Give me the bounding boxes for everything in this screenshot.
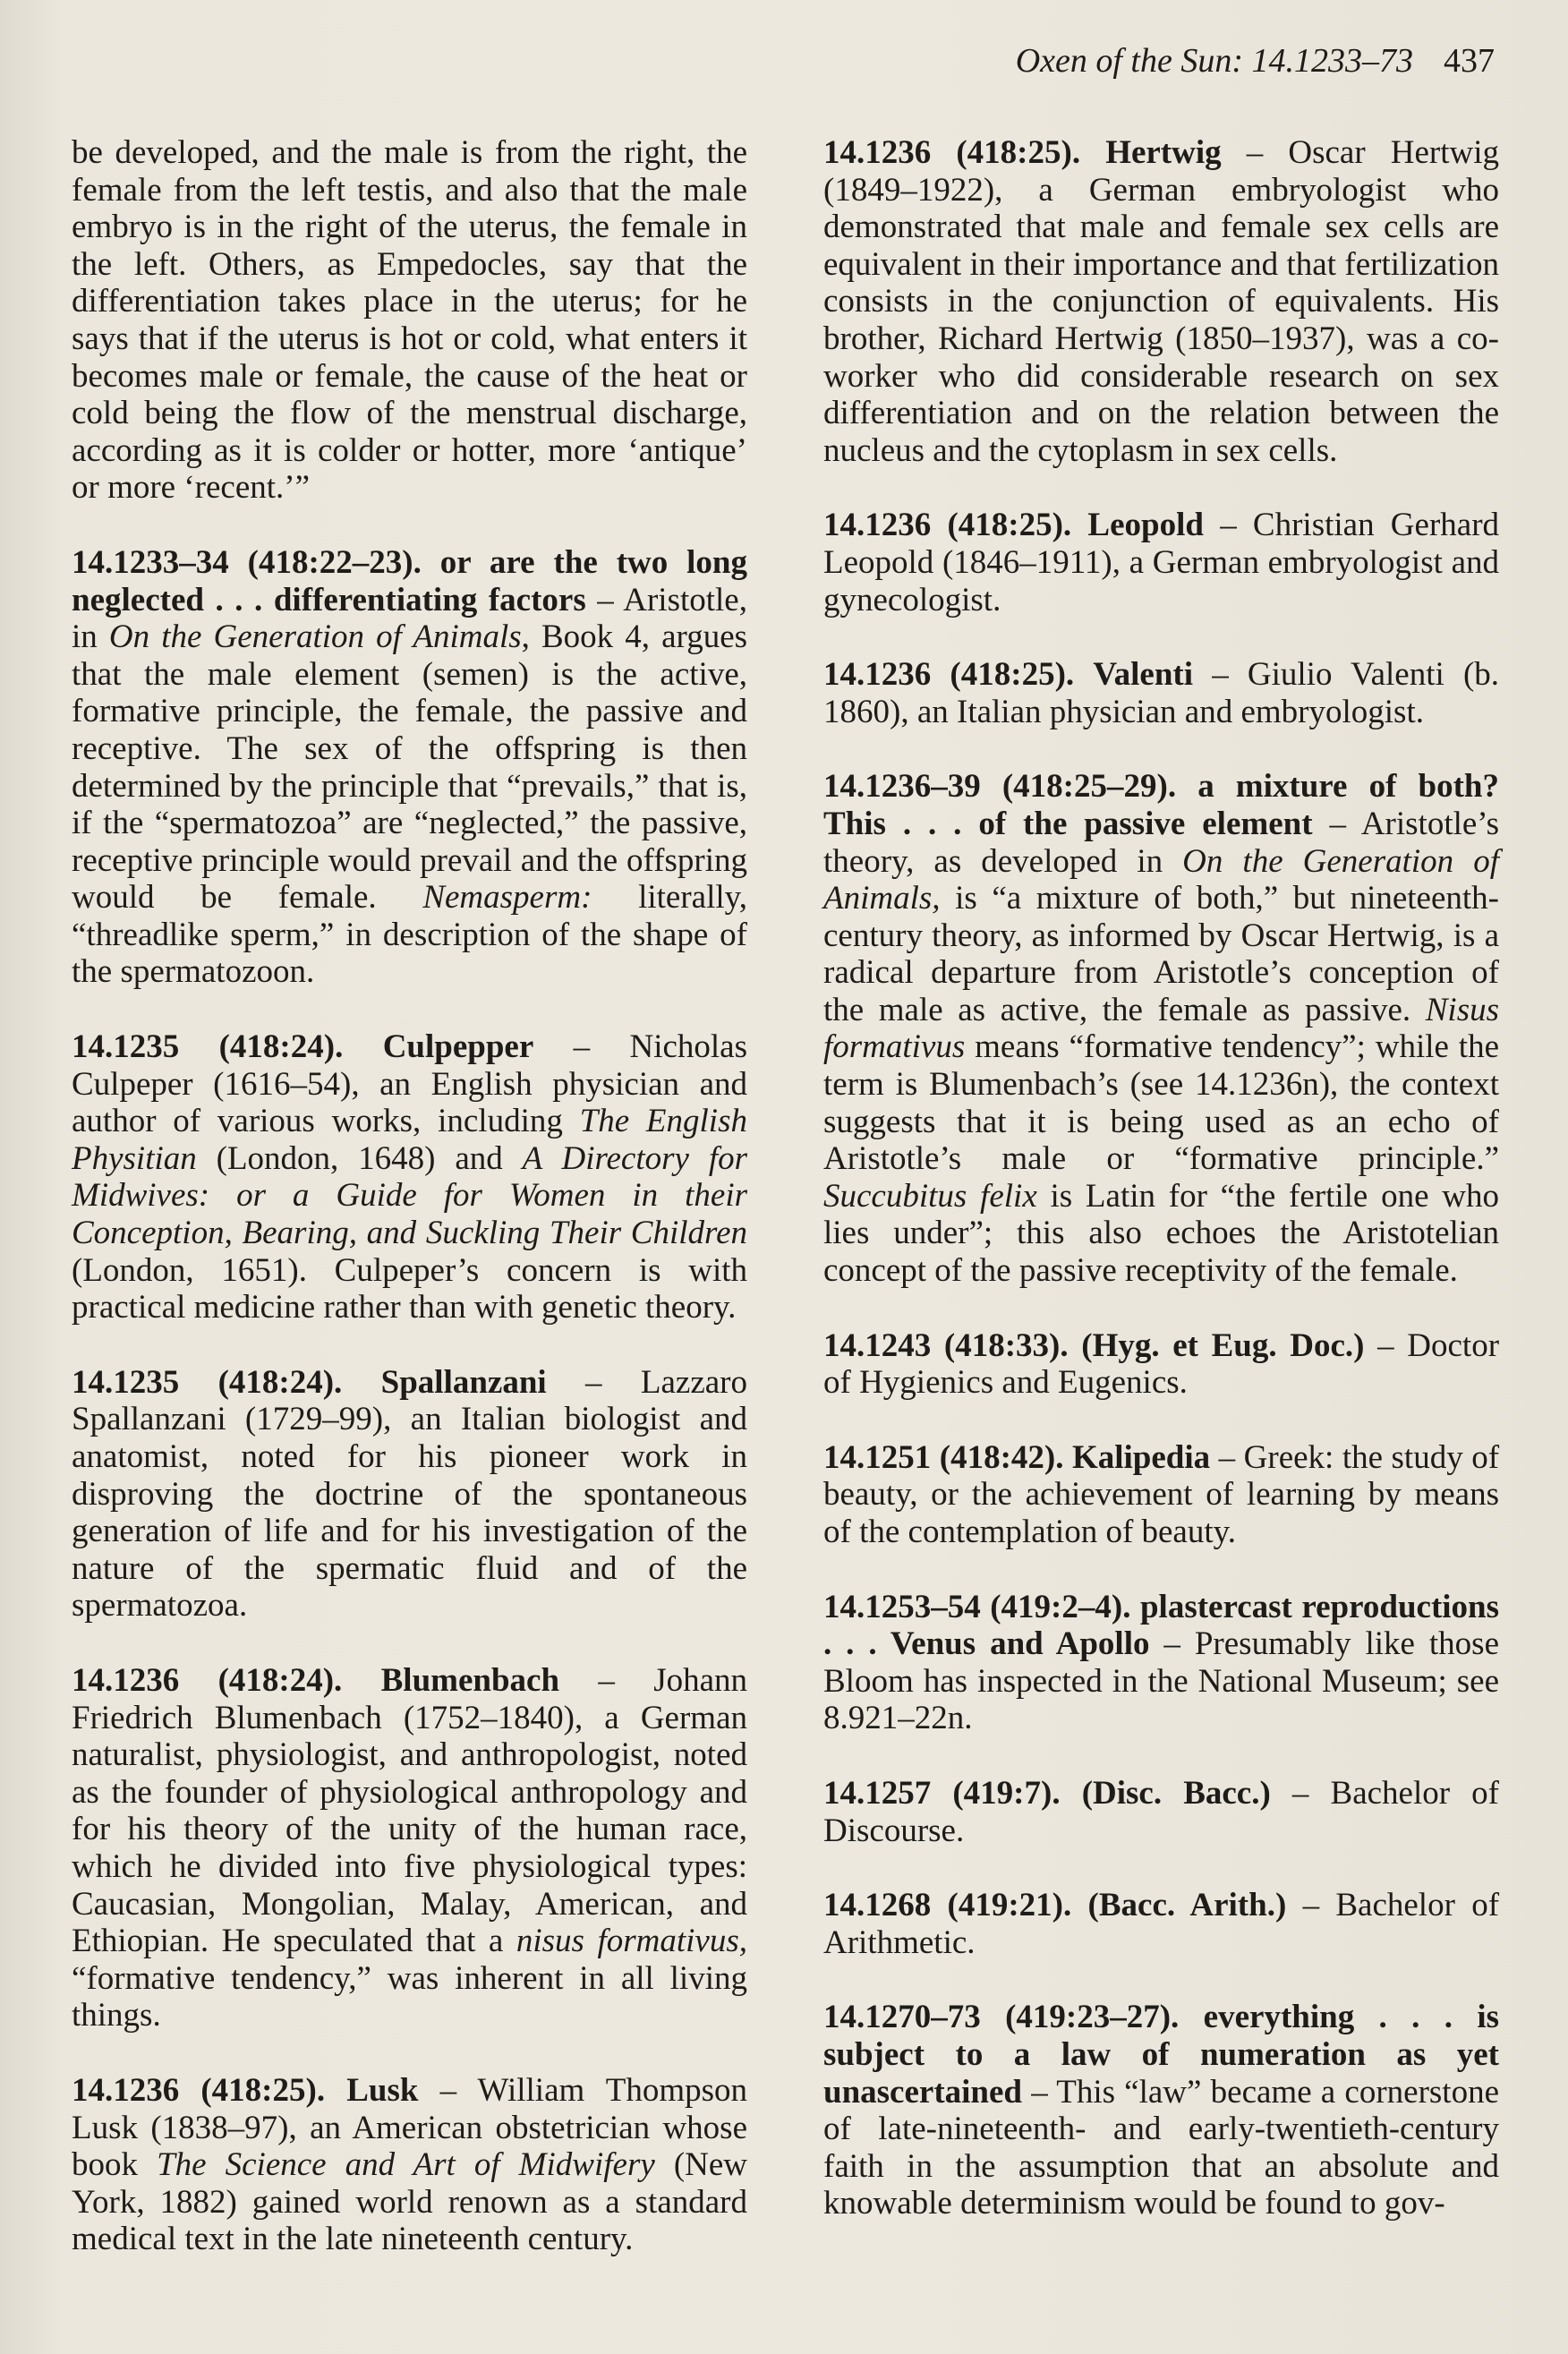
gloss-text: (New York, 1882) gained world renown as a standard medical text in the late nineteenth century. (72, 2146, 748, 2258)
gloss-text: Bachelor of Discourse. (823, 1774, 1499, 1849)
entry-lemma: plastercast reproductions . . . Venus and Apollo (823, 1588, 1500, 1663)
annotation-entry (72, 2072, 747, 2258)
gloss-text: Nicholas Culpeper (1616–54), an English physician and author of various works, including (72, 1028, 748, 1140)
entry-reference: 14.1253–54 (419:2–4). (823, 1588, 1131, 1625)
left-column (72, 134, 747, 2296)
entry-reference: 14.1236 (418:24). (72, 1661, 343, 1699)
gloss-text: Bachelor of Arithmetic. (823, 1887, 1500, 1961)
gloss-text: Christian Gerhard Leopold (1846–1911), a German embryologist and gynecologist. (823, 507, 1500, 618)
annotation-entry (823, 1887, 1499, 1961)
entry-reference: 14.1270–73 (419:23–27). (823, 1999, 1180, 2036)
annotation-entry (72, 1662, 747, 2034)
gloss-text: (London, 1651). Culpeper’s concern is with practical medicine rather than with genetic theory. (72, 1251, 747, 1326)
annotation-paragraph: 14.1236 (418:24). Blumenbach – Johann Friedrich Blumenbach (1752–1840), a German naturalist, physiologist, and anthropologist, noted as the founder of physiological anthropology and for his theory of the unity of the human race, which he divided into five physiological types: Caucasian, Mongolian, Malay, American, and Ethiopian. He speculated that a nisus formativus, “formative tendency,” was inherent in all living things. (72, 1661, 748, 2034)
italic-title: nisus formativus, (516, 1923, 747, 1960)
italic-title: On the Generation of Animals (108, 618, 522, 656)
gloss-text: literally, “threadlike sperm,” in description of the shape of the spermatozoon. (72, 879, 747, 991)
gloss-text: is “a mixture of both,” but nineteenth-century theory, as informed by Oscar Hertwig, is a radical departure from Aristotle’s conception of the male as active, the female as passive. (823, 880, 1499, 1028)
annotation-entry (823, 1999, 1499, 2222)
gloss-text: (London, 1648) and (196, 1139, 523, 1177)
entry-reference: 14.1236 (418:25). (823, 656, 1075, 694)
entry-lemma: Valenti (1093, 656, 1194, 694)
gloss-text: William Thompson Lusk (1838–97), an American obstetrician whose book (72, 2071, 748, 2184)
running-title: Oxen of the Sun: 14.1233–73 (1015, 42, 1413, 80)
entry-lemma: Culpepper (382, 1028, 534, 1066)
gloss-text: Doctor of Hygienics and Eugenics. (823, 1326, 1500, 1402)
italic-title: A Directory for Midwives: or a Guide for Women in their Conception, Bearing, and Suckling Their Children (72, 1139, 747, 1252)
annotation-entry (823, 1775, 1499, 1849)
gloss-text: Presumably like those Bloom has inspected in the National Museum; see 8.921–22n. (823, 1625, 1499, 1737)
annotation-paragraph: 14.1236 (418:25). Leopold – Christian Gerhard Leopold (1846–1911), a German embryologist and gynecologist. (823, 507, 1500, 618)
entry-reference: 14.1236 (418:25). (72, 2071, 326, 2109)
annotation-entry (72, 544, 747, 991)
italic-title: On the Generation of Animals, (823, 842, 1499, 917)
right-entries (823, 134, 1499, 2222)
entry-lemma: (Disc. Bacc.) (1081, 1774, 1271, 1812)
entry-lemma: everything . . . is subject to a law of numeration as yet unascertained (823, 1999, 1500, 2111)
annotation-paragraph: 14.1236–39 (418:25–29). a mixture of both? This . . . of the passive element – Aristotle’s theory, as developed in On the Generation of Animals, is “a mixture of both,” but nineteenth-century theory, as informed by Oscar Hertwig, is a radical departure from Aristotle’s conception of the male as active, the female as passive. Nisus formativus means “formative tendency”; while the term is Blumenbach’s (see 14.1236n), the context suggests that it is being used as an echo of Aristotle’s male or “formative principle.” Succubitus felix is Latin for “the fertile one who lies under”; this also echoes the Aristotelian concept of the passive receptivity of the female. (823, 768, 1499, 1290)
continuation-paragraph (72, 134, 747, 507)
gloss-text: is Latin for “the fertile one who lies under”; this also echoes the Aristotelian concept of the passive receptivity of the female. (823, 1177, 1499, 1290)
entry-reference: 14.1257 (419:7). (823, 1774, 1061, 1812)
entry-lemma: Lusk (346, 2071, 419, 2109)
entry-lemma: or are the two long neglected . . . differentiating factors (72, 543, 748, 618)
annotation-paragraph: 14.1235 (418:24). Culpepper – Nicholas Culpeper (1616–54), an English physician and author of various works, including The English Physitian (London, 1648) and A Directory for Midwives: or a Guide for Women in their Conception, Bearing, and Suckling Their Children (London, 1651). Culpeper’s concern is with practical medicine rather than with genetic theory. (72, 1028, 748, 1326)
italic-title: The Science and Art of Midwifery (157, 2146, 655, 2184)
entry-reference: 14.1233–34 (418:22–23). (72, 543, 422, 581)
entry-reference: 14.1243 (418:33). (823, 1326, 1069, 1364)
entry-reference: 14.1235 (418:24). (72, 1028, 344, 1066)
entry-lemma: Spallanzani (380, 1363, 547, 1401)
annotation-entry (823, 507, 1499, 618)
italic-title: Nemasperm: (422, 879, 592, 917)
annotation-entry (823, 1439, 1499, 1551)
gloss-text: Oscar Hertwig (1849–1922), a German embryologist who demonstrated that male and female sex cells are equivalent in their importance and that fertilization consists in the conjunction of equivalents. His brother, Richard Hertwig (1850–1937), was a co-worker who did considerable research on sex differentiation and on the relation between the nucleus and the cytoplasm in sex cells. (823, 134, 1499, 469)
entry-lemma: Hertwig (1105, 134, 1222, 171)
gloss-text: Aristotle, in (72, 581, 747, 656)
annotation-entry (72, 1028, 747, 1326)
annotation-paragraph: 14.1257 (419:7). (Disc. Bacc.) – Bachelor of Discourse. (823, 1774, 1499, 1849)
annotation-entry (823, 134, 1499, 469)
annotation-paragraph: 14.1251 (418:42). Kalipedia – Greek: the study of beauty, or the achievement of learning by means of the contemplation of beauty. (823, 1438, 1500, 1550)
entry-reference: 14.1236 (418:25). (823, 507, 1072, 544)
annotation-paragraph: 14.1236 (418:25). Lusk – William Thompson Lusk (1838–97), an American obstetrician whose book The Science and Art of Midwifery (New York, 1882) gained world renown as a standard medical text in the late nineteenth century. (72, 2071, 748, 2258)
left-entries (72, 544, 747, 2258)
annotation-entry (823, 656, 1499, 730)
gloss-text: means “formative tendency”; while the term is Blumenbach’s (see 14.1236n), the context suggests that it is being used as an echo of Aristotle’s male or “formative principle.” (823, 1028, 1499, 1178)
continuation-text: be developed, and the male is from the right, the female from the left testis, and also that the male embryo is in the right of the uterus, the female in the left. Others, as Empedocles, say that the differentiation takes place in the uterus; for he says that if the uterus is hot or cold, what enters it becomes male or female, the cause of the heat or cold being the flow of the menstrual discharge, according as it is colder or hotter, more ‘antique’ or more ‘recent.’” (72, 134, 747, 507)
entry-lemma: Kalipedia (1071, 1438, 1211, 1476)
gloss-text: , Book 4, argues that the male element (semen) is the active, formative principle, the female, the passive and receptive. The sex of the offspring is then determined by the principle that “prevails,” that is, if the “spermatozoa” are “neglected,” the passive, receptive principle would prevail and the offspring would be female. (72, 618, 748, 917)
annotation-paragraph: 14.1236 (418:25). Hertwig – Oscar Hertwig (1849–1922), a German embryologist who demonstrated that male and female sex cells are equivalent in their importance and that fertilization consists in the conjunction of equivalents. His brother, Richard Hertwig (1850–1937), was a co-worker who did considerable research on sex differentiation and on the relation between the nucleus and the cytoplasm in sex cells. (823, 134, 1499, 469)
annotation-paragraph: 14.1235 (418:24). Spallanzani – Lazzaro Spallanzani (1729–99), an Italian biologist and anatomist, noted for his pioneer work in disproving the doctrine of the spontaneous generation of life and for his investigation of the nature of the spermatic fluid and of the spermatozoa. (72, 1363, 748, 1625)
annotation-paragraph: 14.1268 (419:21). (Bacc. Arith.) – Bachelor of Arithmetic. (823, 1887, 1500, 1961)
annotation-paragraph: 14.1236 (418:25). Valenti – Giulio Valenti (b. 1860), an Italian physician and embryologist. (823, 656, 1500, 730)
entry-reference: 14.1236–39 (418:25–29). (823, 768, 1177, 806)
entry-lemma: (Hyg. et Eug. Doc.) (1081, 1326, 1365, 1364)
entry-reference: 14.1236 (418:25). (823, 134, 1081, 171)
gloss-text: Giulio Valenti (b. 1860), an Italian physician and embryologist. (823, 656, 1500, 730)
gloss-text: Johann Friedrich Blumenbach (1752–1840), a German naturalist, physiologist, and anthropologist, noted as the founder of physiological anthropology and for his theory of the unity of the human race, which he divided into five physiological types: Caucasian, Mongolian, Malay, American, and Ethiopian. He speculated that a (72, 1661, 748, 1960)
annotation-entry (823, 768, 1499, 1289)
annotation-entry (823, 1327, 1499, 1402)
entry-lemma: a mixture of both? This . . . of the passive element (823, 768, 1499, 842)
page-number: 437 (1444, 42, 1495, 80)
entry-reference: 14.1268 (419:21). (823, 1887, 1072, 1924)
gloss-text: “formative tendency,” was inherent in all living things. (72, 1959, 747, 2034)
gloss-text: Greek: the study of beauty, or the achievement of learning by means of the contemplation of beauty. (823, 1438, 1500, 1550)
annotation-paragraph: 14.1243 (418:33). (Hyg. et Eug. Doc.) – Doctor of Hygienics and Eugenics. (823, 1326, 1500, 1402)
annotation-paragraph: 14.1270–73 (419:23–27). everything . . . is subject to a law of numeration as yet unascertained – This “law” became a cornerstone of late-nineteenth- and early-twentieth-century faith in the assumption that an absolute and knowable determinism would be found to gov- (823, 1999, 1500, 2222)
entry-lemma: Leopold (1087, 507, 1204, 544)
running-header (940, 41, 1495, 81)
entry-reference: 14.1251 (418:42). (823, 1438, 1064, 1476)
gloss-text: Aristotle’s theory, as developed in (823, 805, 1499, 880)
annotation-entry (72, 1364, 747, 1625)
right-column (823, 134, 1499, 2260)
gloss-text: This “law” became a cornerstone of late-nineteenth- and early-twentieth-century faith in the assumption that an absolute and knowable determinism would be found to gov- (823, 2073, 1499, 2222)
entry-lemma: (Bacc. Arith.) (1087, 1887, 1287, 1924)
gloss-text: Lazzaro Spallanzani (1729–99), an Italian biologist and anatomist, noted for his pioneer work in disproving the doctrine of the spontaneous generation of life and for his investigation of the nature of the spermatic fluid and of the spermatozoa. (72, 1363, 748, 1625)
annotation-paragraph: 14.1233–34 (418:22–23). or are the two long neglected . . . differentiating factors – Aristotle, in On the Generation of Animals, Book 4, argues that the male element (semen) is the active, formative principle, the female, the passive and receptive. The sex of the offspring is then determined by the principle that “prevails,” that is, if the “spermatozoa” are “neglected,” the passive, receptive principle would prevail and the offspring would be female. Nemasperm: literally, “threadlike sperm,” in description of the shape of the spermatozoon. (72, 543, 748, 991)
italic-title: Succubitus felix (823, 1177, 1037, 1215)
italic-title: Nisus formativus (823, 991, 1499, 1066)
annotation-paragraph: 14.1253–54 (419:2–4). plastercast reproductions . . . Venus and Apollo – Presumably like those Bloom has inspected in the National Museum; see 8.921–22n. (823, 1588, 1500, 1737)
annotation-entry (823, 1589, 1499, 1737)
italic-title: The English Physitian (72, 1103, 747, 1177)
entry-lemma: Blumenbach (380, 1661, 560, 1699)
entry-reference: 14.1235 (418:24). (72, 1363, 343, 1401)
